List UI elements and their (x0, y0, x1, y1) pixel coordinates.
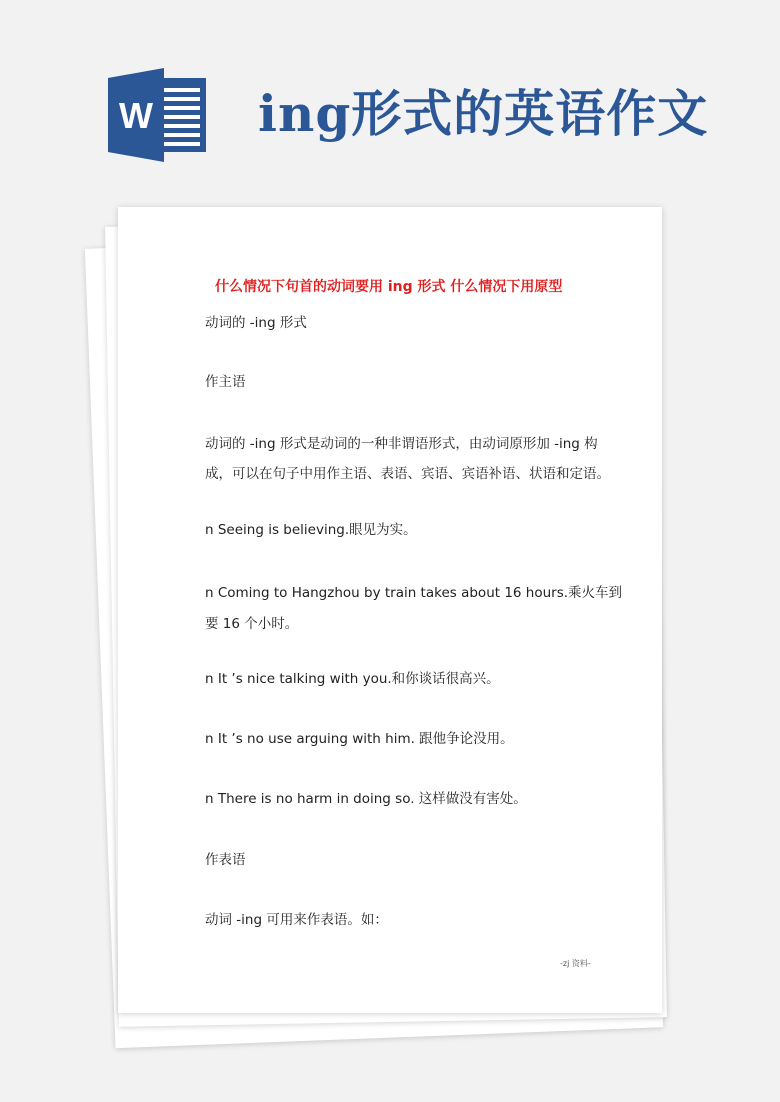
word-document-icon (108, 68, 208, 162)
text-line: 成，可以在句子中用作主语、表语、宾语、宾语补语、状语和定语。 (205, 466, 610, 482)
section-heading: 作主语 (205, 374, 246, 390)
text-line: 动词 -ing 可用来作表语。如： (205, 912, 388, 928)
text-line: n It ’s no use arguing with him. 跟他争论没用。 (205, 731, 514, 747)
section-heading: 作表语 (205, 852, 246, 868)
document-page (118, 207, 662, 1013)
page-title: ing形式的英语作文 (258, 84, 709, 143)
document-heading: 什么情况下句首的动词要用 ing 形式 什么情况下用原型 (215, 279, 563, 295)
text-line: 动词的 -ing 形式是动词的一种非谓语形式，由动词原形加 -ing 构 (205, 436, 598, 452)
page-footer: -zj 资料- (560, 959, 591, 968)
text-line: n It ’s nice talking with you.和你谈话很高兴。 (205, 671, 500, 687)
text-line: n There is no harm in doing so. 这样做没有害处。 (205, 791, 527, 807)
text-line: n Coming to Hangzhou by train takes about 16 hours.乘火车到 (205, 585, 623, 601)
text-line: 动词的 -ing 形式 (205, 315, 307, 331)
text-line: 要 16 个小时。 (205, 616, 299, 632)
text-line: n Seeing is believing.眼见为实。 (205, 522, 417, 538)
logo-letter: W (119, 95, 153, 136)
